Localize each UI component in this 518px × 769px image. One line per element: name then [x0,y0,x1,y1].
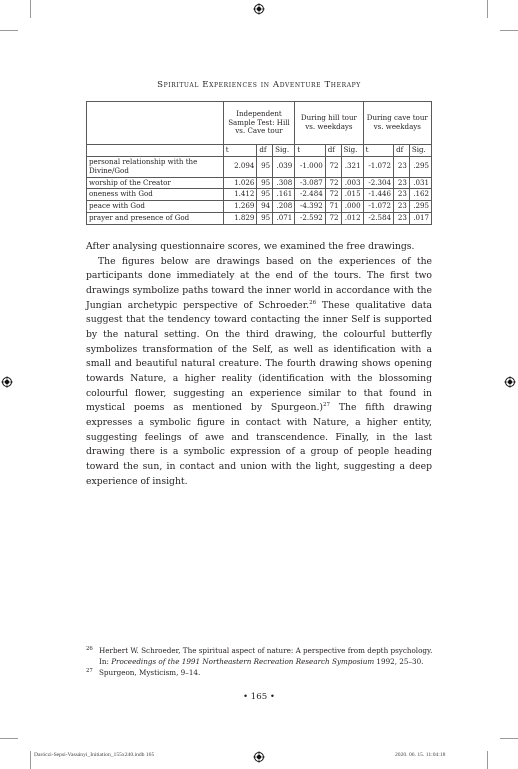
table-cell: 1.026 [223,177,257,189]
footnote-number: 26 [86,646,93,652]
print-slug-date: 2020. 06. 15. 11:04:18 [395,752,446,758]
table-cell: .015 [341,189,363,201]
table-cell: -2.484 [295,189,326,201]
table-subheader: Sig. [273,145,295,157]
table-cell: 71 [325,201,341,213]
table-cell: 2.094 [223,156,257,177]
table-cell: .321 [341,156,363,177]
table-cell: .161 [273,189,295,201]
table-cell: 1.269 [223,201,257,213]
table-cell: .295 [409,156,431,177]
registration-mark-right-icon [504,376,516,388]
footnote-text-part: In: [99,657,112,667]
paragraph: After analysing questionnaire scores, we examined the free drawings. [86,241,415,252]
page-number: • 165 • [242,692,275,702]
table-cell: 95 [257,156,273,177]
table-row [87,201,432,213]
statistics-table [86,101,432,225]
table-subheader: t [295,145,326,157]
crop-mark [487,751,488,769]
table-cell: -4.392 [295,201,326,213]
table-row [87,177,432,189]
footnote-text: Herbert W. Schroeder, The spiritual aspect of nature: A perspective from depth psychology. [99,646,433,655]
footnote [86,645,436,667]
table-corner-cell [87,102,224,145]
footnote-text [99,656,436,667]
table-cell: .003 [341,177,363,189]
table-row [87,213,432,225]
footnote-title: Proceedings of the 1991 Northeastern Recreation Research Symposium [111,657,375,667]
table-cell: .308 [273,177,295,189]
table-cell: .295 [409,201,431,213]
crop-mark [487,0,488,18]
table-group-header: During hill tour vs. weekdays [295,102,363,145]
table-cell: -1.072 [363,156,394,177]
table-cell: 94 [257,201,273,213]
table-cell: .039 [273,156,295,177]
table-row-label: worship of the Creator [87,177,224,189]
table-cell: .208 [273,201,295,213]
table-subheader: df [394,145,410,157]
table-row [87,189,432,201]
table-cell: .031 [409,177,431,189]
crop-mark [30,751,31,769]
table-row-label: peace with God [87,201,224,213]
crop-mark [0,30,18,31]
table-cell: 1.412 [223,189,257,201]
body-text [86,240,432,489]
paragraph-text: The figures below are drawings based on the experiences of the participants done immediately at the end of the tours. The first two drawings symbolize paths toward the inner world in accordance with the Jungian archetypic perspective of Schroeder. [86,255,432,311]
footnote-reference: 27 [323,402,331,409]
table-cell: -1.446 [363,189,394,201]
table-subheader: df [325,145,341,157]
registration-mark-bottom-icon [253,751,265,763]
footnote-text-part: 1992, 25–30. [374,657,424,667]
table-cell: 95 [257,189,273,201]
crop-mark [500,738,518,739]
table-cell: -2.584 [363,213,394,225]
footnotes [86,645,436,679]
paragraph [86,255,432,490]
table-cell: 23 [394,177,410,189]
registration-mark-left-icon [1,376,13,388]
crop-mark [500,30,518,31]
paragraph-text: These qualitative data suggest that the tendency toward contacting the inner Self is supported by the natural setting. On the third drawing, the colourful butterfly symbolizes transformation of the Self, as well as identification with a small and beautiful natural creature. The fourth drawing shows opening towards Nature, a higher reality (identification with the blossoming colourful flower, suggesting an experience similar to that found in mystical poems as mentioned by Spurgeon.) [86,299,432,414]
footnote-text: Spurgeon, Mysticism, 9–14. [99,668,201,678]
table-cell: .071 [273,213,295,225]
table-cell: .017 [409,213,431,225]
table-cell: 23 [394,201,410,213]
table-cell: -1.072 [363,201,394,213]
table-row [87,156,432,177]
table-subheader-row [87,145,432,157]
table-cell: -3.087 [295,177,326,189]
table-subheader: Sig. [341,145,363,157]
running-head: Spiritual Experiences in Adventure Therapy [157,80,361,90]
footnote-number: 27 [86,668,93,675]
table-cell: 95 [257,177,273,189]
registration-mark-top-icon [253,3,265,15]
table-group-header: During cave tour vs. weekdays [363,102,431,145]
table-cell: 1.829 [223,213,257,225]
table-subheader: Sig. [409,145,431,157]
table-cell: 95 [257,213,273,225]
table-row-label: personal relationship with the Divine/God [87,156,224,177]
table-subheader: t [223,145,257,157]
footnote [86,667,436,678]
table-cell: 72 [325,213,341,225]
table-group-header-row [87,102,432,145]
paragraph-text: The fifth drawing expresses a symbolic figure in contact with Nature, a higher entity, suggesting feelings of awe and transcendence. Finally, in the last drawing there is a symbolic expression of a group of people heading toward the sun, in contact and union with the light, suggesting a deep experience of insight. [86,402,432,487]
table-subheader: df [257,145,273,157]
table-cell: .012 [341,213,363,225]
table-row-label: oneness with God [87,189,224,201]
table-cell: 23 [394,189,410,201]
table-cell: 72 [325,156,341,177]
table-row-label: prayer and presence of God [87,213,224,225]
table-corner-cell [87,145,224,157]
crop-mark [0,738,18,739]
table-cell: 72 [325,177,341,189]
print-slug-file: Daróczi-Sepsi-Vassányi_Initiation_155x240.indb 165 [34,752,155,758]
table-cell: -2.592 [295,213,326,225]
table-cell: .000 [341,201,363,213]
table-group-header: Independent Sample Test: Hill vs. Cave tour [223,102,295,145]
table-cell: -1.000 [295,156,326,177]
table-cell: 72 [325,189,341,201]
table-cell: -2.304 [363,177,394,189]
table-subheader: t [363,145,394,157]
footnote-reference: 26 [309,299,317,306]
table-cell: .162 [409,189,431,201]
table-cell: 23 [394,213,410,225]
crop-mark [30,0,31,18]
table-cell: 23 [394,156,410,177]
